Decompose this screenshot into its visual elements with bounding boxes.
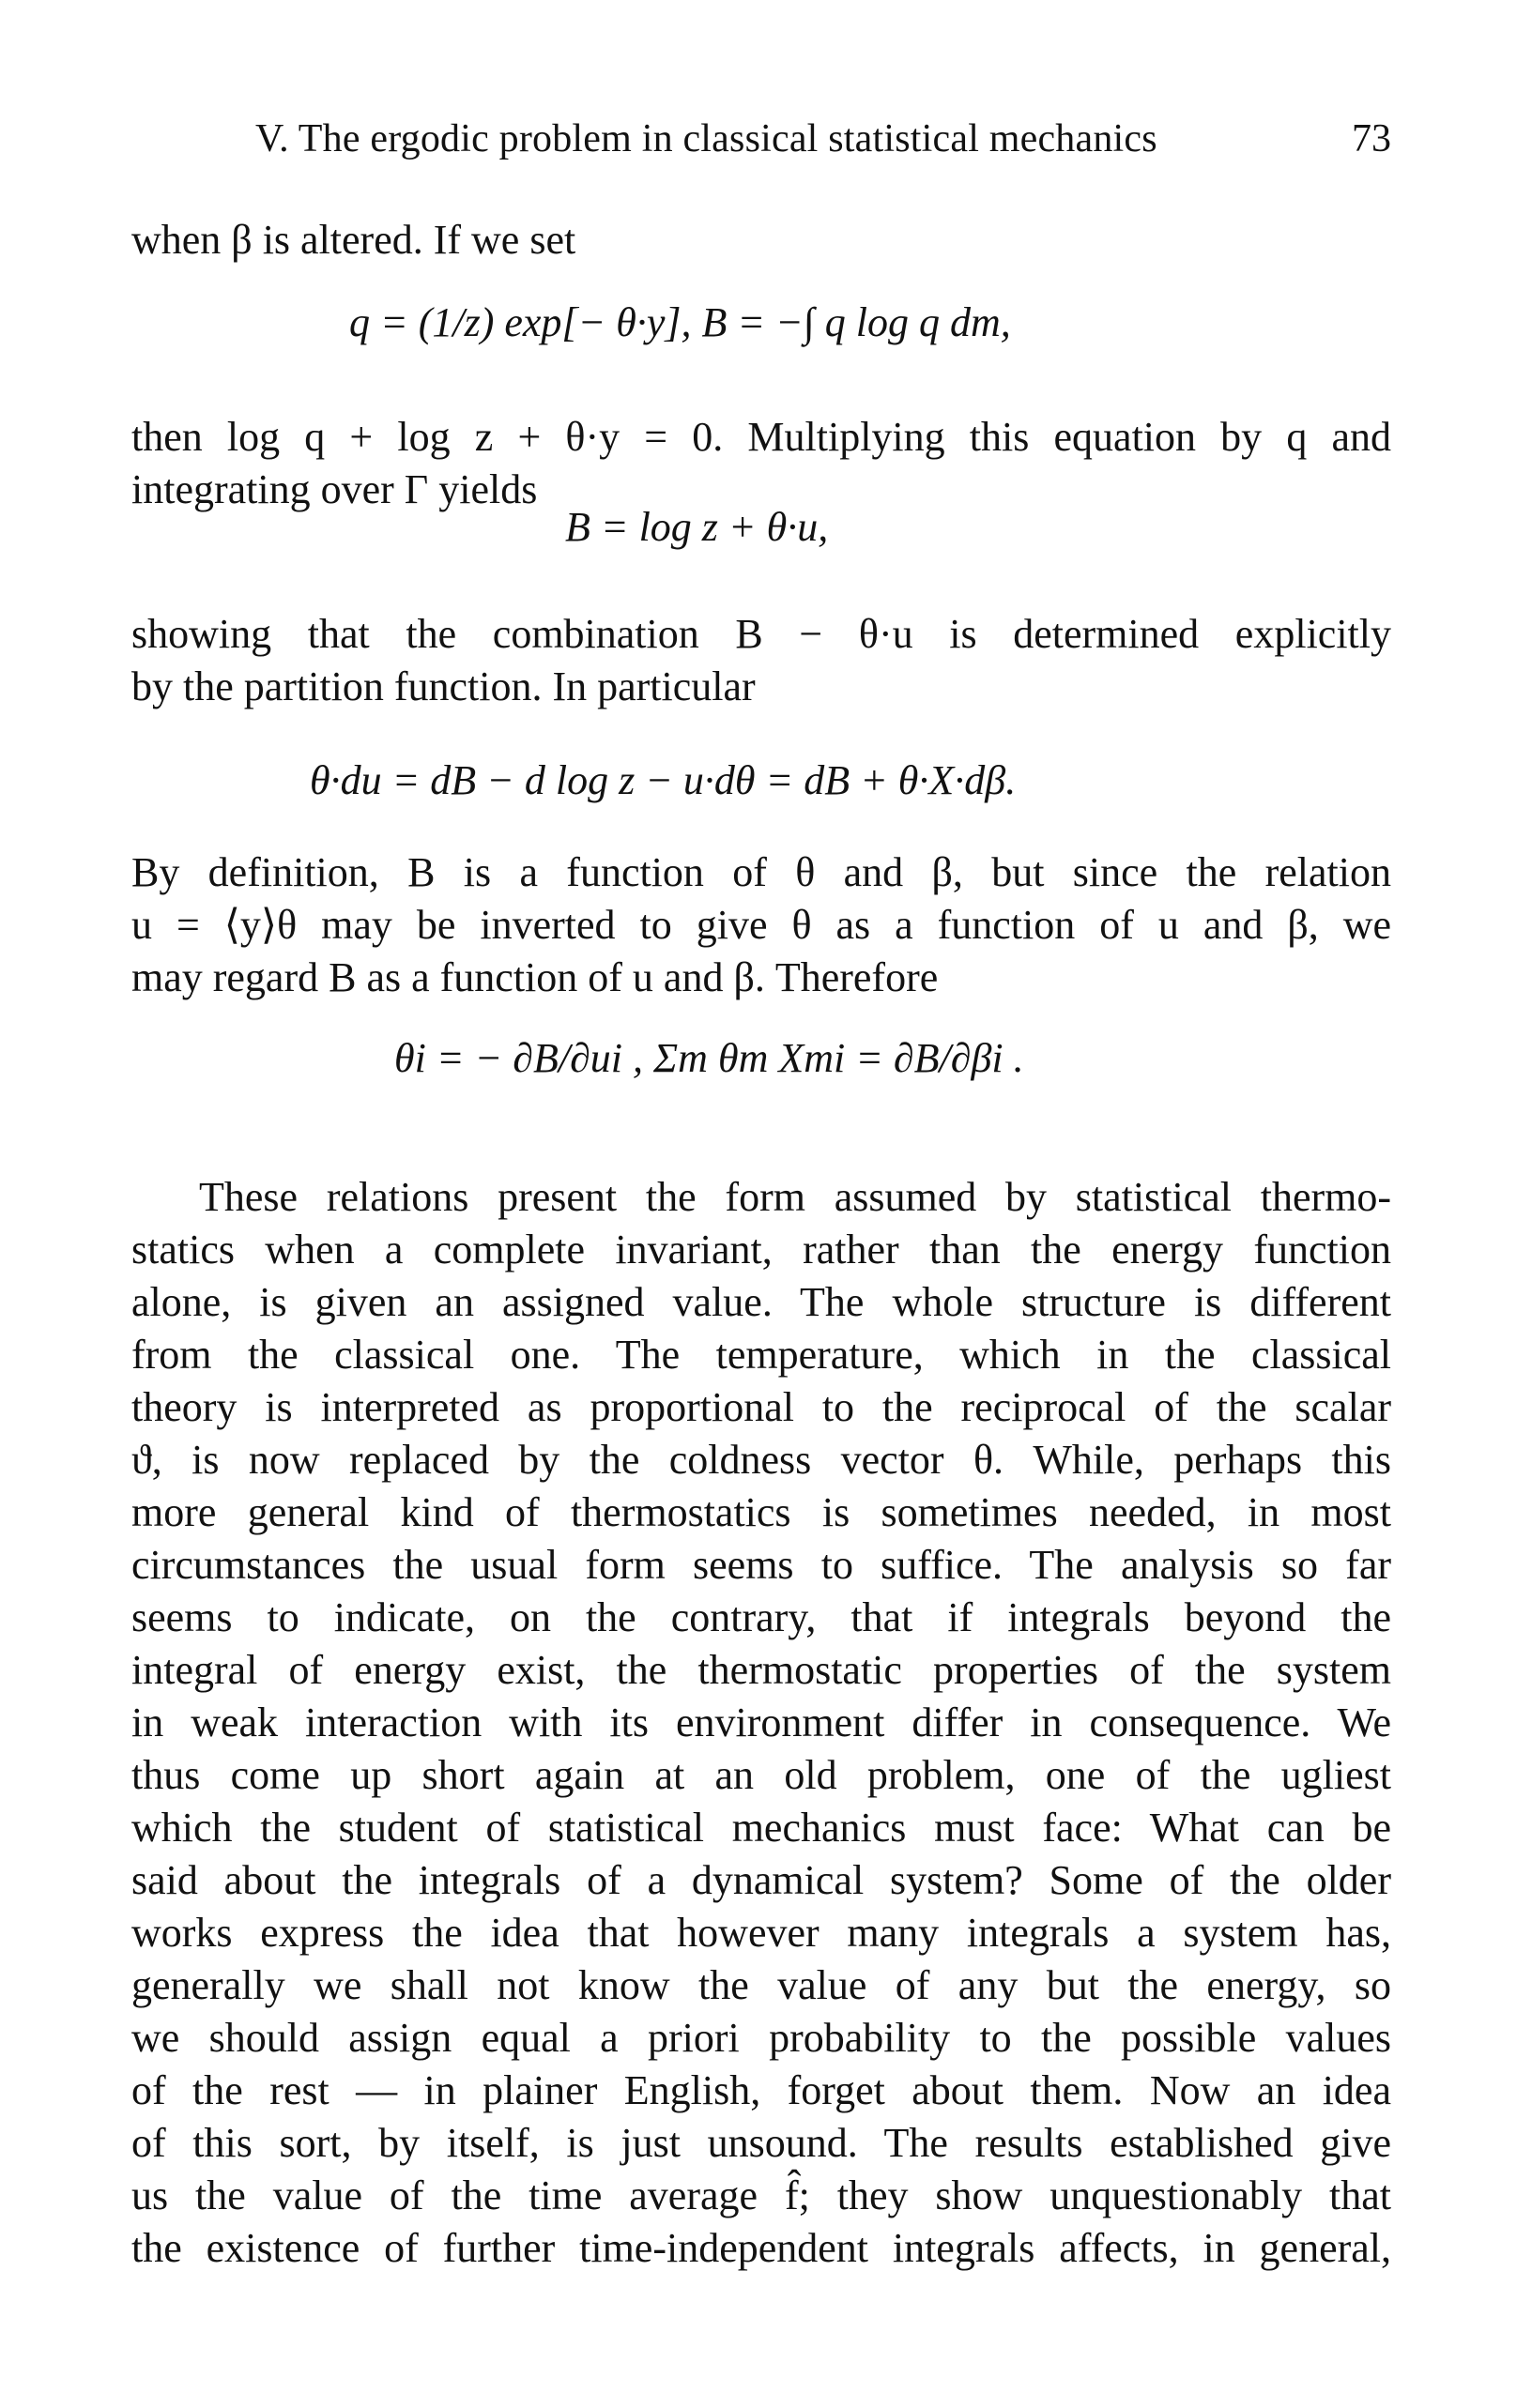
- text-line: in weak interaction with its environment differ in consequence. We: [131, 1699, 1391, 1745]
- text-line: circumstances the usual form seems to suffice. The analysis so far: [131, 1542, 1391, 1588]
- text-line: These relations present the form assumed by statistical thermo-: [199, 1174, 1391, 1220]
- equation-q-definition: [349, 298, 1011, 346]
- running-head: V. The ergodic problem in classical statistical mechanics: [255, 117, 1157, 160]
- text-line: of the rest — in plainer English, forget about them. Now an idea: [131, 2067, 1391, 2113]
- text-line: ϑ, is now replaced by the coldness vector θ. While, perhaps this: [131, 1437, 1391, 1483]
- text-line: works express the idea that however many integrals a system has,: [131, 1910, 1391, 1956]
- equation-b-log-z: [565, 503, 828, 551]
- equation-text: θ·du = dB − d log z − u·dθ = dB + θ·X·dβ.: [310, 757, 1017, 803]
- text-line: which the student of statistical mechanics must face: What can be: [131, 1805, 1391, 1851]
- text-line: theory is interpreted as proportional to the reciprocal of the scalar: [131, 1384, 1391, 1430]
- text-line: thus come up short again at an old problem, one of the ugliest: [131, 1752, 1391, 1798]
- text-line: generally we shall not know the value of any but the energy, so: [131, 1962, 1391, 2008]
- text-line: the existence of further time-independent integrals affects, in general,: [131, 2225, 1391, 2271]
- equation-text: q = (1/z) exp[− θ·y], B = −∫ q log q dm,: [349, 299, 1011, 345]
- text-line: said about the integrals of a dynamical system? Some of the older: [131, 1857, 1391, 1903]
- page-number: 73: [1352, 117, 1391, 160]
- text-line: integral of energy exist, the thermostatic properties of the system: [131, 1647, 1391, 1693]
- text-line: statics when a complete invariant, rather than the energy function: [131, 1227, 1391, 1273]
- equation-theta-du: [310, 756, 1016, 804]
- text-line: u = ⟨y⟩θ may be inverted to give θ as a function of u and β, we: [131, 902, 1391, 948]
- text-line: seems to indicate, on the contrary, that if integrals beyond the: [131, 1594, 1391, 1640]
- equation-text: B = log z + θ·u,: [565, 504, 829, 550]
- text-line: showing that the combination B − θ·u is determined explicitly: [131, 611, 1391, 657]
- text-line: then log q + log z + θ·y = 0. Multiplying this equation by q and: [131, 414, 1391, 460]
- text-line: us the value of the time average f̂; they show unquestionably that: [131, 2172, 1391, 2218]
- text-line: alone, is given an assigned value. The whole structure is different: [131, 1279, 1391, 1325]
- equation-theta-partial: [394, 1034, 1024, 1082]
- text-line: By definition, B is a function of θ and β, but since the relation: [131, 849, 1391, 895]
- text-line: we should assign equal a priori probability to the possible values: [131, 2015, 1391, 2061]
- text-line: of this sort, by itself, is just unsound. The results established give: [131, 2120, 1391, 2166]
- text-line: integrating over Γ yields: [131, 466, 538, 512]
- text-line: when β is altered. If we set: [131, 217, 576, 263]
- text-line: more general kind of thermostatics is sometimes needed, in most: [131, 1489, 1391, 1535]
- equation-text: θi = − ∂B/∂ui , Σm θm Xmi = ∂B/∂βi .: [394, 1035, 1024, 1081]
- text-line: may regard B as a function of u and β. Therefore: [131, 954, 939, 1000]
- text-line: by the partition function. In particular: [131, 663, 756, 709]
- text-line: from the classical one. The temperature, which in the classical: [131, 1332, 1391, 1378]
- page-header: [255, 116, 1391, 173]
